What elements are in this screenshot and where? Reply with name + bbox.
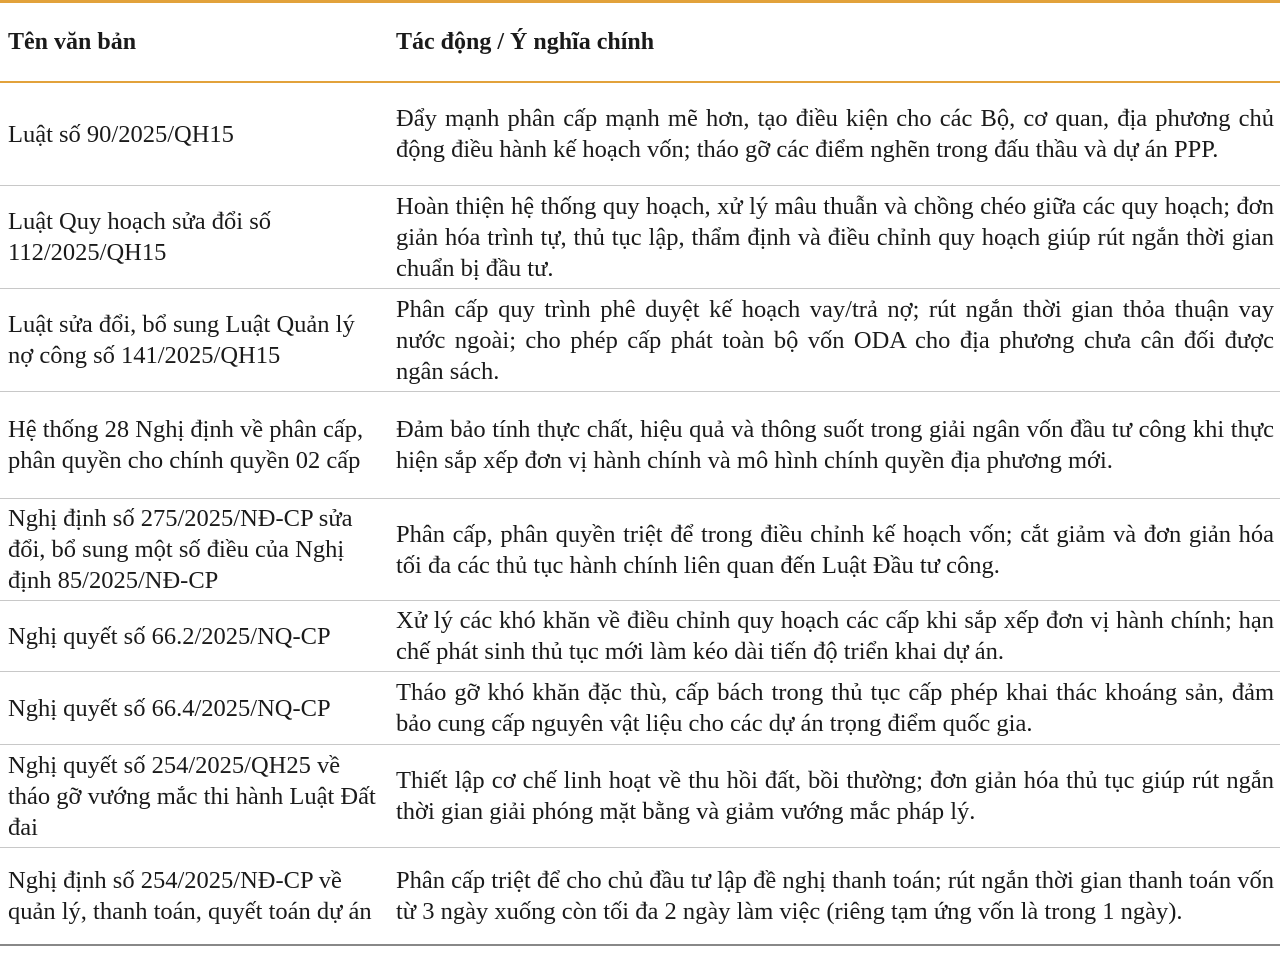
table-row (0, 848, 1280, 946)
header-document-name: Tên văn bản (0, 3, 388, 82)
document-name-cell: Nghị quyết số 254/2025/QH25 về tháo gỡ vướng mắc thi hành Luật Đất đai (0, 745, 388, 848)
table-row (0, 601, 1280, 672)
table-header-row (0, 3, 1280, 82)
table-row (0, 672, 1280, 745)
document-name-cell: Hệ thống 28 Nghị định về phân cấp, phân quyền cho chính quyền 02 cấp (0, 392, 388, 499)
impact-cell: Phân cấp quy trình phê duyệt kế hoạch vay/trả nợ; rút ngắn thời gian thỏa thuận vay nước ngoài; cho phép cấp phát toàn bộ vốn ODA cho địa phương chưa cân đối được ngân sách. (388, 289, 1280, 392)
table-row (0, 392, 1280, 499)
legal-documents-table (0, 3, 1280, 946)
document-name-cell: Luật sửa đổi, bổ sung Luật Quản lý nợ công số 141/2025/QH15 (0, 289, 388, 392)
header-impact: Tác động / Ý nghĩa chính (388, 3, 1280, 82)
impact-cell: Đẩy mạnh phân cấp mạnh mẽ hơn, tạo điều kiện cho các Bộ, cơ quan, địa phương chủ động điều hành kế hoạch vốn; tháo gỡ các điểm nghẽn trong đấu thầu và dự án PPP. (388, 82, 1280, 186)
table-row (0, 186, 1280, 289)
impact-cell: Thiết lập cơ chế linh hoạt về thu hồi đất, bồi thường; đơn giản hóa thủ tục giúp rút ngắn thời gian giải phóng mặt bằng và giảm vướng mắc pháp lý. (388, 745, 1280, 848)
document-name-cell: Nghị định số 275/2025/NĐ-CP sửa đổi, bổ sung một số điều của Nghị định 85/2025/NĐ-CP (0, 499, 388, 601)
impact-cell: Đảm bảo tính thực chất, hiệu quả và thông suốt trong giải ngân vốn đầu tư công khi thực hiện sắp xếp đơn vị hành chính và mô hình chính quyền địa phương mới. (388, 392, 1280, 499)
table-row (0, 499, 1280, 601)
impact-cell: Phân cấp, phân quyền triệt để trong điều chỉnh kế hoạch vốn; cắt giảm và đơn giản hóa tối đa các thủ tục hành chính liên quan đến Luật Đầu tư công. (388, 499, 1280, 601)
document-name-cell: Luật số 90/2025/QH15 (0, 82, 388, 186)
document-name-cell: Nghị quyết số 66.2/2025/NQ-CP (0, 601, 388, 672)
table-row (0, 82, 1280, 186)
table-row (0, 289, 1280, 392)
document-name-cell: Luật Quy hoạch sửa đổi số 112/2025/QH15 (0, 186, 388, 289)
document-name-cell: Nghị quyết số 66.4/2025/NQ-CP (0, 672, 388, 745)
document-name-cell: Nghị định số 254/2025/NĐ-CP về quản lý, thanh toán, quyết toán dự án (0, 848, 388, 946)
table-row (0, 745, 1280, 848)
impact-cell: Tháo gỡ khó khăn đặc thù, cấp bách trong thủ tục cấp phép khai thác khoáng sản, đảm bảo cung cấp nguyên vật liệu cho các dự án trọng điểm quốc gia. (388, 672, 1280, 745)
impact-cell: Hoàn thiện hệ thống quy hoạch, xử lý mâu thuẫn và chồng chéo giữa các quy hoạch; đơn giản hóa trình tự, thủ tục lập, thẩm định và điều chỉnh quy hoạch giúp rút ngắn thời gian chuẩn bị đầu tư. (388, 186, 1280, 289)
impact-cell: Phân cấp triệt để cho chủ đầu tư lập đề nghị thanh toán; rút ngắn thời gian thanh toán vốn từ 3 ngày xuống còn tối đa 2 ngày làm việc (riêng tạm ứng vốn là trong 1 ngày). (388, 848, 1280, 946)
impact-cell: Xử lý các khó khăn về điều chỉnh quy hoạch các cấp khi sắp xếp đơn vị hành chính; hạn chế phát sinh thủ tục mới làm kéo dài tiến độ triển khai dự án. (388, 601, 1280, 672)
